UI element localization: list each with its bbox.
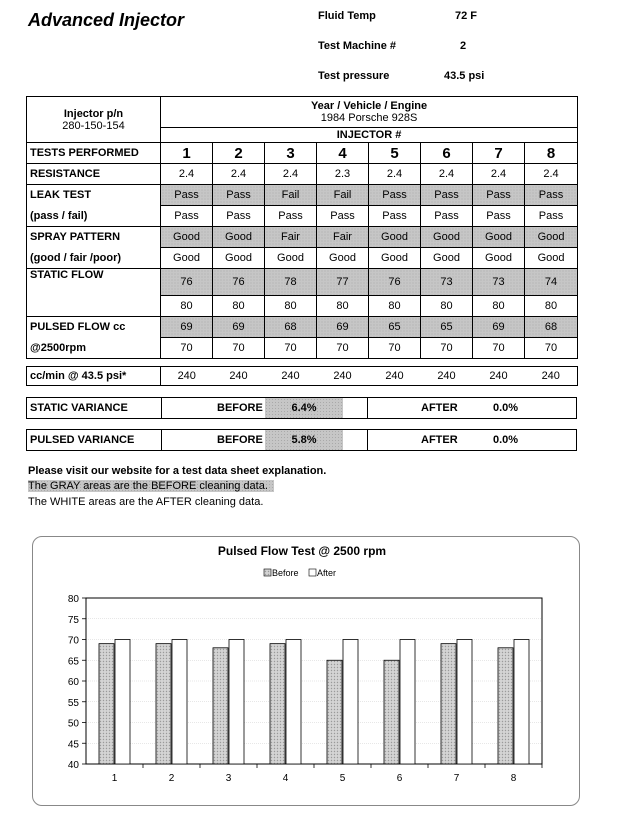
x-tick-label: 3 xyxy=(225,773,232,784)
static-after-cell: 80 xyxy=(525,296,578,317)
static-after-cell: 80 xyxy=(317,296,369,317)
injector-pn-label: Injector p/n xyxy=(63,107,124,120)
pulsed-before-cell: 68 xyxy=(265,317,317,338)
resistance-cell: 2.4 xyxy=(161,164,213,185)
injector-number: 4 xyxy=(317,143,369,164)
pulsed-after-value: 0.0% xyxy=(493,434,519,446)
x-tick-label: 5 xyxy=(339,773,346,784)
spray-after-cell: Good xyxy=(473,248,525,269)
pulsed-before-cell: 68 xyxy=(525,317,578,338)
test-results-table xyxy=(26,96,578,359)
leak-before-row xyxy=(27,185,578,206)
static-after-row xyxy=(27,296,578,317)
note-website: Please visit our website for a test data sheet explanation. xyxy=(28,465,327,477)
leak-after-cell: Pass xyxy=(421,206,473,227)
spray-after-cell: Good xyxy=(421,248,473,269)
leak-after-cell: Pass xyxy=(265,206,317,227)
spray-after-cell: Good xyxy=(369,248,421,269)
static-after-label: AFTER xyxy=(421,402,458,414)
injector-number: 7 xyxy=(473,143,525,164)
pulsed-after-cell: 70 xyxy=(161,338,213,359)
resistance-cell: 2.4 xyxy=(421,164,473,185)
resistance-cell: 2.4 xyxy=(265,164,317,185)
chart-container xyxy=(32,536,580,806)
leak-after-cell: Pass xyxy=(317,206,369,227)
resistance-row xyxy=(27,164,578,185)
y-tick-label: 55 xyxy=(67,697,79,709)
ccmin-row xyxy=(27,367,578,386)
pulsed-before-cell: 69 xyxy=(317,317,369,338)
ccmin-cell: 240 xyxy=(317,367,369,386)
static-after-cell: 80 xyxy=(421,296,473,317)
page-title: Advanced Injector xyxy=(28,10,185,30)
spray-after-cell: Good xyxy=(161,248,213,269)
static-before-cell: 78 xyxy=(265,269,317,296)
leak-after-row xyxy=(27,206,578,227)
bar-after xyxy=(343,640,358,765)
y-tick-label: 60 xyxy=(67,677,79,688)
static-before-row xyxy=(27,269,578,296)
injector-pn-value: 280-150-154 xyxy=(62,119,125,132)
leak-before-cell: Fail xyxy=(265,185,317,206)
leak-after-cell: Pass xyxy=(525,206,578,227)
x-tick-label: 8 xyxy=(510,773,517,784)
vehicle-cell xyxy=(161,97,578,128)
spray-after-row xyxy=(27,248,578,269)
leak-after-cell: Pass xyxy=(213,206,265,227)
static-after-cell: 80 xyxy=(213,296,265,317)
pulsed-flow-label: PULSED FLOW cc xyxy=(27,317,161,338)
static-before-cell: 76 xyxy=(213,269,265,296)
pulsed-after-row xyxy=(27,338,578,359)
leak-before-cell: Pass xyxy=(369,185,421,206)
fluid-temp-value: 72 F xyxy=(455,10,478,22)
bar-after xyxy=(286,640,301,765)
bar-before xyxy=(384,660,399,764)
spray-before-cell: Good xyxy=(421,227,473,248)
static-before-cell: 73 xyxy=(421,269,473,296)
static-after-cell: 80 xyxy=(265,296,317,317)
injector-number: 8 xyxy=(525,143,578,164)
static-before-cell: 76 xyxy=(369,269,421,296)
leak-before-cell: Pass xyxy=(525,185,578,206)
ccmin-cell: 240 xyxy=(421,367,473,386)
static-after-cell: 80 xyxy=(473,296,525,317)
spray-before-cell: Good xyxy=(525,227,578,248)
ccmin-cell: 240 xyxy=(369,367,421,386)
vehicle-label: Year / Vehicle / Engine xyxy=(310,100,428,112)
fluid-temp-label: Fluid Temp xyxy=(318,10,376,22)
bar-before xyxy=(213,648,228,764)
static-after-cell: 80 xyxy=(369,296,421,317)
static-before-cell: 76 xyxy=(161,269,213,296)
resistance-cell: 2.4 xyxy=(473,164,525,185)
x-tick-label: 1 xyxy=(111,773,118,784)
pulsed-after-cell: 70 xyxy=(473,338,525,359)
spray-after-cell: Good xyxy=(317,248,369,269)
test-machine-label: Test Machine # xyxy=(318,40,397,52)
leak-before-cell: Fail xyxy=(317,185,369,206)
divider xyxy=(367,398,368,418)
static-flow-blank xyxy=(27,296,161,317)
legend-swatch-after xyxy=(309,569,316,576)
resistance-cell: 2.4 xyxy=(525,164,578,185)
chart-legend xyxy=(264,568,336,578)
legend-label-after: After xyxy=(317,568,337,578)
spray-before-cell: Fair xyxy=(317,227,369,248)
static-after-value: 0.0% xyxy=(493,402,519,414)
static-after-cell: 80 xyxy=(161,296,213,317)
pulsed-flow-sub-label: @2500rpm xyxy=(27,338,161,359)
injector-num-label: INJECTOR # xyxy=(161,128,578,143)
spray-before-cell: Good xyxy=(369,227,421,248)
pulsed-after-cell: 70 xyxy=(265,338,317,359)
test-pressure-label: Test pressure xyxy=(318,70,390,82)
pulsed-before-row xyxy=(27,317,578,338)
leak-before-cell: Pass xyxy=(161,185,213,206)
bar-after xyxy=(172,640,187,765)
injector-number: 1 xyxy=(161,143,213,164)
chart-title: Pulsed Flow Test @ 2500 rpm xyxy=(217,544,387,558)
ccmin-label: cc/min @ 43.5 psi* xyxy=(27,367,161,386)
pulsed-before-cell: 69 xyxy=(473,317,525,338)
pulsed-variance-row xyxy=(26,429,577,451)
bar-before xyxy=(498,648,513,764)
ccmin-cell: 240 xyxy=(473,367,525,386)
test-pressure-value: 43.5 psi xyxy=(444,70,485,82)
injector-number: 6 xyxy=(421,143,473,164)
leak-after-cell: Pass xyxy=(369,206,421,227)
y-tick-label: 80 xyxy=(67,594,79,605)
injector-number: 3 xyxy=(265,143,317,164)
y-tick-label: 40 xyxy=(67,760,79,771)
pulsed-after-label: AFTER xyxy=(421,434,458,446)
y-tick-label: 75 xyxy=(67,614,79,626)
tests-performed-label: TESTS PERFORMED xyxy=(27,143,161,164)
spray-pattern-label: SPRAY PATTERN xyxy=(27,227,161,248)
ccmin-cell: 240 xyxy=(525,367,578,386)
spray-pattern-sub-label: (good / fair /poor) xyxy=(27,248,161,269)
static-before-label: BEFORE xyxy=(217,402,263,414)
divider xyxy=(161,430,162,450)
tests-performed-row xyxy=(27,143,578,164)
divider xyxy=(161,398,162,418)
divider xyxy=(367,430,368,450)
injector-pn-cell xyxy=(27,97,161,143)
leak-before-cell: Pass xyxy=(421,185,473,206)
static-before-cell: 74 xyxy=(525,269,578,296)
pulsed-before-cell: 65 xyxy=(421,317,473,338)
y-tick-label: 65 xyxy=(67,656,79,668)
pulsed-after-cell: 70 xyxy=(213,338,265,359)
leak-before-cell: Pass xyxy=(473,185,525,206)
injector-number: 5 xyxy=(369,143,421,164)
spray-after-cell: Good xyxy=(525,248,578,269)
pulsed-before-label: BEFORE xyxy=(217,434,263,446)
x-tick-label: 2 xyxy=(168,773,175,784)
static-before-value: 6.4% xyxy=(265,398,343,418)
static-flow-label: STATIC FLOW xyxy=(27,269,161,296)
leak-test-label: LEAK TEST xyxy=(27,185,161,206)
ccmin-cell: 240 xyxy=(161,367,213,386)
pulsed-after-cell: 70 xyxy=(369,338,421,359)
spray-after-cell: Good xyxy=(213,248,265,269)
bar-after xyxy=(514,640,529,765)
spray-before-cell: Good xyxy=(473,227,525,248)
x-tick-label: 4 xyxy=(282,773,289,784)
leak-before-cell: Pass xyxy=(213,185,265,206)
note-gray: The GRAY areas are the BEFORE cleaning data. xyxy=(28,480,274,492)
pulsed-before-cell: 69 xyxy=(213,317,265,338)
bar-after xyxy=(457,640,472,765)
spray-before-cell: Good xyxy=(213,227,265,248)
leak-test-sub-label: (pass / fail) xyxy=(27,206,161,227)
bar-after xyxy=(115,640,130,765)
pulsed-before-value: 5.8% xyxy=(265,430,343,450)
test-machine-value: 2 xyxy=(460,40,467,52)
resistance-cell: 2.4 xyxy=(213,164,265,185)
injector-number: 2 xyxy=(213,143,265,164)
pulsed-after-cell: 70 xyxy=(421,338,473,359)
bar-before xyxy=(270,644,285,764)
spray-after-cell: Good xyxy=(265,248,317,269)
x-tick-label: 7 xyxy=(453,773,460,784)
bar-before xyxy=(99,644,114,764)
pulsed-before-cell: 69 xyxy=(161,317,213,338)
bar-after xyxy=(229,640,244,765)
ccmin-cell: 240 xyxy=(265,367,317,386)
static-variance-row xyxy=(26,397,577,419)
pulsed-before-cell: 65 xyxy=(369,317,421,338)
spray-before-cell: Good xyxy=(161,227,213,248)
ccmin-table xyxy=(26,366,578,386)
resistance-cell: 2.3 xyxy=(317,164,369,185)
ccmin-cell: 240 xyxy=(213,367,265,386)
vehicle-value: 1984 Porsche 928S xyxy=(320,112,418,124)
bar-after xyxy=(400,640,415,765)
bar-before xyxy=(156,644,171,764)
legend-label-before: Before xyxy=(272,568,299,578)
x-tick-label: 6 xyxy=(396,773,403,784)
y-tick-label: 70 xyxy=(67,635,79,647)
pulsed-flow-chart xyxy=(33,537,579,805)
spray-before-row xyxy=(27,227,578,248)
bar-before xyxy=(441,644,456,764)
y-tick-label: 45 xyxy=(67,739,79,751)
pulsed-variance-label: PULSED VARIANCE xyxy=(30,434,135,446)
static-before-cell: 77 xyxy=(317,269,369,296)
resistance-label: RESISTANCE xyxy=(27,164,161,185)
y-tick-label: 50 xyxy=(67,718,79,730)
legend-swatch-before xyxy=(264,569,271,576)
resistance-cell: 2.4 xyxy=(369,164,421,185)
static-variance-label: STATIC VARIANCE xyxy=(30,402,128,414)
pulsed-after-cell: 70 xyxy=(317,338,369,359)
spray-before-cell: Fair xyxy=(265,227,317,248)
static-before-cell: 73 xyxy=(473,269,525,296)
leak-after-cell: Pass xyxy=(473,206,525,227)
note-white: The WHITE areas are the AFTER cleaning data. xyxy=(28,496,264,508)
leak-after-cell: Pass xyxy=(161,206,213,227)
pulsed-after-cell: 70 xyxy=(525,338,578,359)
bar-before xyxy=(327,660,342,764)
